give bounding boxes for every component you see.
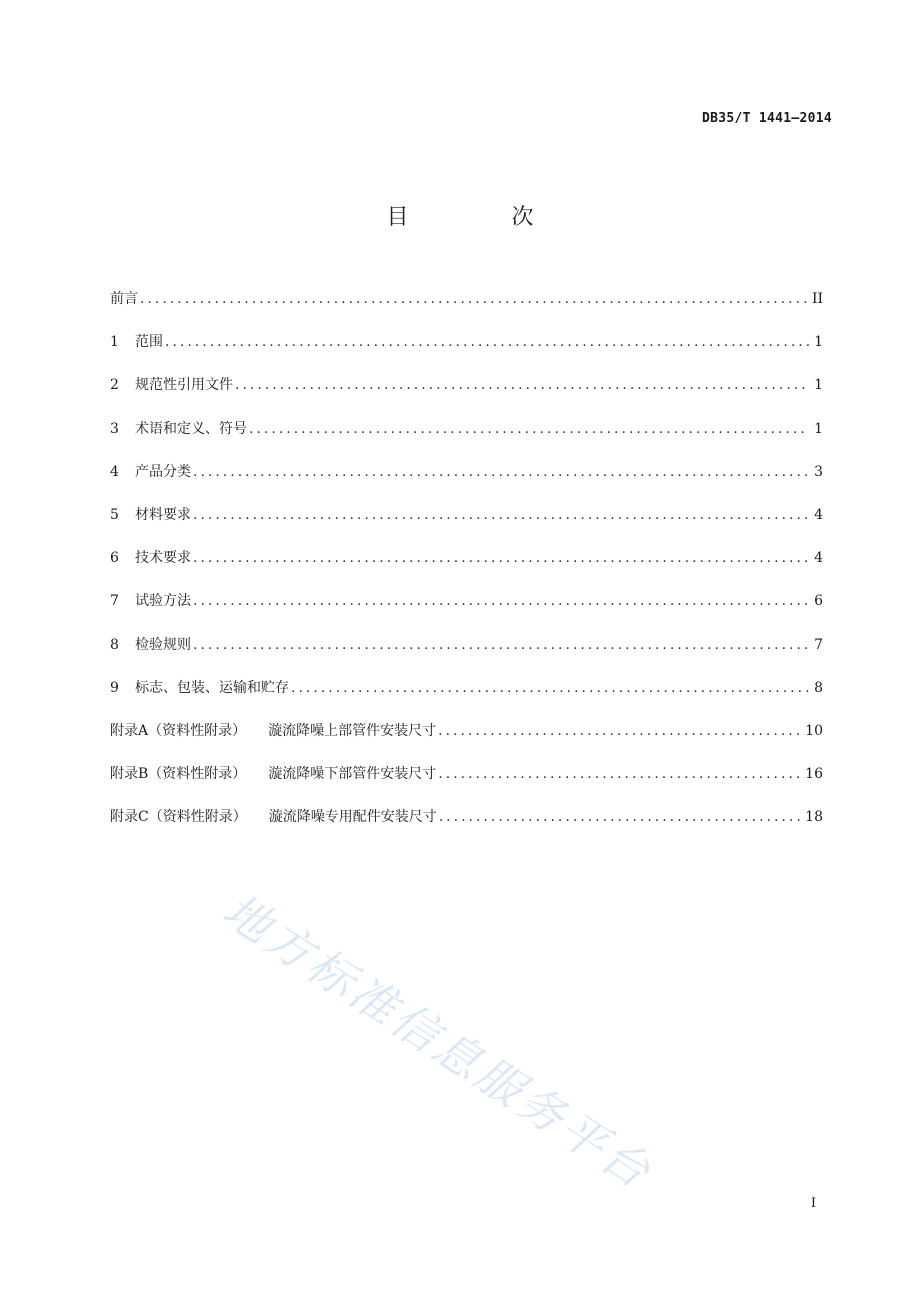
toc-entry-title: 检验规则: [135, 636, 191, 653]
toc-entry-page: 1: [814, 420, 823, 437]
toc-entry-title: 产品分类: [135, 463, 191, 480]
toc-entry-title: 附录A（资料性附录）: [110, 722, 247, 739]
toc-entry-page: 8: [814, 679, 823, 696]
toc-entry[interactable]: [110, 677, 823, 720]
toc-entry-page: 6: [814, 593, 823, 610]
toc-entry-title: 材料要求: [135, 506, 191, 523]
toc-leader-dots: [193, 590, 809, 612]
toc-entry-number: 6: [110, 550, 119, 567]
toc-entry[interactable]: [110, 547, 823, 590]
toc-entry-number: 2: [110, 377, 119, 394]
toc-entry-page: 4: [814, 506, 823, 523]
toc-entry-title: 技术要求: [135, 550, 191, 567]
toc-entry-label: [135, 590, 191, 612]
toc-entry-page: 4: [814, 550, 823, 567]
toc-entry-label: [135, 418, 247, 440]
toc-entry-label: [135, 547, 191, 569]
toc-leader-dots: [439, 806, 801, 828]
toc-entry[interactable]: [110, 763, 823, 806]
document-code: DB35/T 1441—2014: [701, 111, 832, 126]
toc-entry-number: 8: [110, 636, 119, 653]
toc-entry-page: 7: [814, 636, 823, 653]
toc-entry[interactable]: [110, 418, 823, 461]
toc-leader-dots: [193, 634, 809, 656]
toc-leader-dots: [235, 374, 809, 396]
toc-entry-page: 16: [805, 766, 823, 783]
toc-entry-subtitle: 漩流降噪专用配件安装尺寸: [268, 809, 437, 826]
toc-entry[interactable]: [110, 461, 823, 504]
toc-leader-dots: [249, 418, 809, 440]
toc-leader-dots: [165, 331, 809, 353]
toc-entry-number: 1: [110, 334, 119, 351]
toc-entry-title: 试验方法: [135, 593, 191, 610]
toc-entry-page: II: [811, 291, 823, 307]
toc-entry-number: 7: [110, 593, 119, 610]
page-number: I: [810, 1196, 816, 1211]
toc-entry-page: 18: [805, 809, 823, 826]
toc-entry[interactable]: [110, 288, 823, 331]
toc-entry-title: 范围: [135, 334, 163, 351]
toc-entry-title: 标志、包装、运输和贮存: [135, 679, 289, 696]
toc-leader-dots: [438, 763, 801, 785]
toc-entry-subtitle: 漩流降噪下部管件安装尺寸: [268, 766, 437, 783]
toc-entry-label: [110, 288, 138, 310]
toc-entry-label: [110, 763, 436, 785]
toc-entry-title: 术语和定义、符号: [135, 420, 247, 437]
toc-leader-dots: [438, 720, 801, 742]
toc-entry-title: 附录B（资料性附录）: [110, 766, 247, 783]
watermark: 地方标准信息服务平台: [213, 882, 663, 1201]
toc-entry-number: 9: [110, 679, 119, 696]
toc-entry-page: 1: [814, 377, 823, 394]
toc-list: [110, 288, 823, 849]
toc-entry-page: 10: [805, 722, 823, 739]
toc-entry[interactable]: [110, 374, 823, 417]
toc-entry[interactable]: [110, 590, 823, 633]
toc-entry-number: 4: [110, 463, 119, 480]
toc-entry-label: [135, 504, 191, 526]
toc-entry[interactable]: [110, 720, 823, 763]
toc-entry-number: 3: [110, 420, 119, 437]
toc-entry-number: 5: [110, 506, 119, 523]
toc-leader-dots: [193, 547, 809, 569]
toc-title: 目 次: [386, 205, 582, 230]
toc-entry-label: [135, 331, 163, 353]
toc-leader-dots: [140, 288, 808, 310]
toc-entry-title: 前言: [110, 291, 138, 307]
toc-entry-label: [110, 720, 436, 742]
toc-entry-page: 1: [814, 334, 823, 351]
toc-entry-subtitle: 漩流降噪上部管件安装尺寸: [268, 722, 437, 739]
toc-entry-title: 规范性引用文件: [135, 377, 233, 394]
toc-entry[interactable]: [110, 634, 823, 677]
toc-entry[interactable]: [110, 331, 823, 374]
toc-leader-dots: [193, 461, 809, 483]
toc-entry[interactable]: [110, 806, 823, 849]
toc-entry-label: [135, 374, 233, 396]
toc-entry-label: [135, 634, 191, 656]
toc-entry-title: 附录C（资料性附录）: [110, 809, 247, 826]
toc-entry[interactable]: [110, 504, 823, 547]
toc-entry-label: [110, 806, 437, 828]
toc-leader-dots: [193, 504, 809, 526]
toc-leader-dots: [291, 677, 809, 699]
toc-entry-label: [135, 461, 191, 483]
toc-entry-page: 3: [814, 463, 823, 480]
toc-entry-label: [135, 677, 289, 699]
